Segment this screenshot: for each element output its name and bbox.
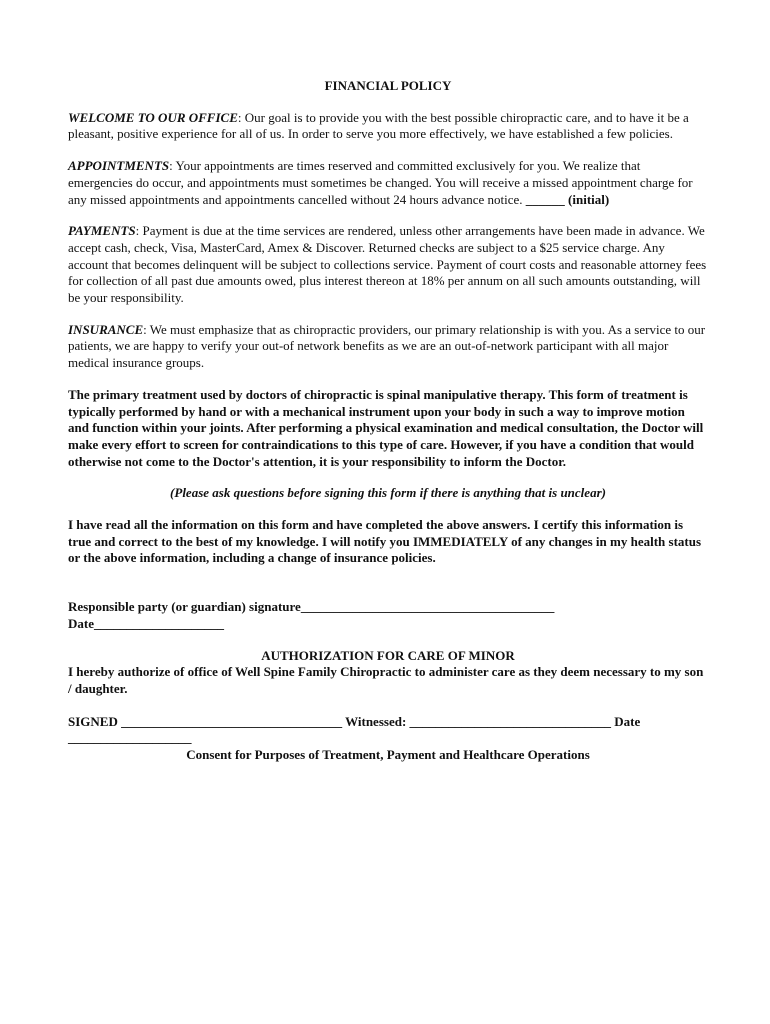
welcome-paragraph <box>68 110 708 143</box>
welcome-text: : Our goal is to provide you with the best possible chiropractic care, and to have it be a pleasant, positive experience for all of us. In order to serve you more effectively, we have established a few policies. <box>68 109 689 142</box>
payments-text: : Payment is due at the time services are rendered, unless other arrangements have been made in advance. We accept cash, check, Visa, MasterCard, Amex & Discover. Returned checks are subject to a $25 service charge. Any account that becomes delinquent will be subject to collections service. Payment of court costs and reasonable attorney fees for collection of all past due amounts owed, plus interest thereon at 18% per annum on all such amounts outstanding, will be your responsibility. <box>68 223 707 306</box>
authorization-text: I hereby authorize of office of Well Spine Family Chiropractic to administer care as they deem necessary to my son / daughter. <box>68 664 704 696</box>
treatment-paragraph: The primary treatment used by doctors of chiropractic is spinal manipulative therapy. This form of treatment is typically performed by hand or with a mechanical instrument upon your body in such a way to improve motion and function within your joints. After performing a physical examination and medical consultation, the Doctor will make every effort to screen for contraindications to this type of care. However, if you have a condition that would otherwise not come to the Doctor's attention, it is your responsibility to inform the Doctor. <box>68 386 704 469</box>
document-title: FINANCIAL POLICY <box>324 78 452 93</box>
consent-heading: Consent for Purposes of Treatment, Payment and Healthcare Operations <box>186 747 590 763</box>
certification-paragraph: I have read all the information on this form and have completed the above answers. I certify this information is true and correct to the best of my knowledge. I will notify you IMMEDIATELY of any changes in my health status or the above information, including a change of insurance policies. <box>68 517 702 566</box>
responsible-signature-line[interactable]: Responsible party (or guardian) signature_______________________________________ Date____________________ <box>68 599 555 631</box>
appointments-text: : Your appointments are times reserved and committed exclusively for you. We realize that emergencies do occur, and appointments must sometimes be changed. You will receive a missed appointment charge for any missed appointments and appointments cancelled without 24 hours advance notice. <box>68 158 693 207</box>
insurance-text: : We must emphasize that as chiropractic providers, our primary relationship is with you. As a service to our patients, we are happy to verify your out-of network benefits as we are an out-of-network participant with all major medical insurance groups. <box>68 321 706 371</box>
signed-witness-date-line[interactable]: SIGNED __________________________________ Witnessed: _______________________________ Date ___________________ <box>68 713 641 746</box>
document-content <box>68 78 708 764</box>
insurance-paragraph <box>68 322 708 372</box>
insurance-label: INSURANCE <box>68 321 144 337</box>
appointments-label: APPOINTMENTS <box>68 158 170 174</box>
appointments-paragraph <box>68 158 708 208</box>
payments-paragraph <box>68 223 708 307</box>
payments-label: PAYMENTS <box>68 223 136 239</box>
welcome-label: WELCOME TO OUR OFFICE <box>68 109 238 125</box>
question-note: (Please ask questions before signing this form if there is anything that is unclear) <box>170 485 606 501</box>
authorization-title: AUTHORIZATION FOR CARE OF MINOR <box>261 647 515 663</box>
initial-field[interactable]: ______ (initial) <box>522 191 610 207</box>
